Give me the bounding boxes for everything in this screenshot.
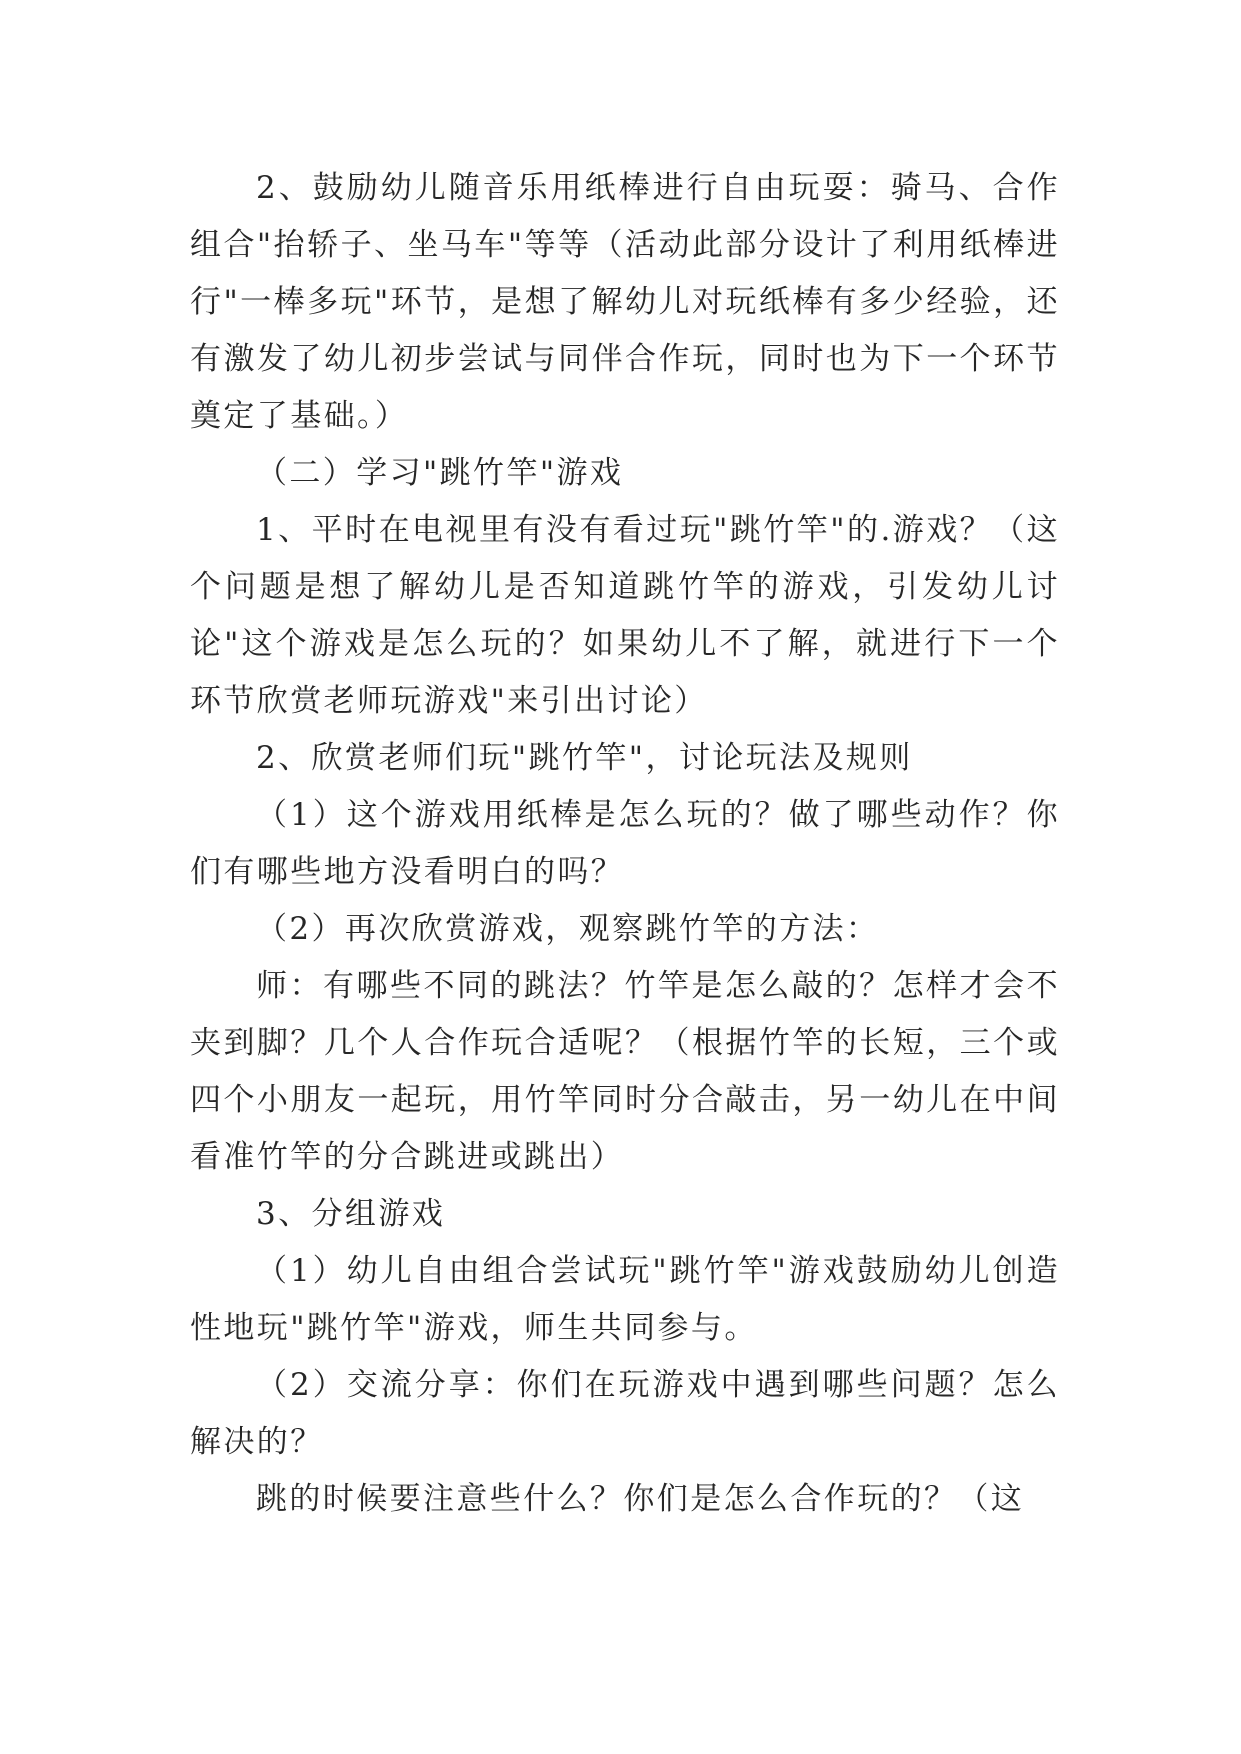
- section-heading: （二）学习"跳竹竿"游戏: [256, 455, 624, 491]
- paragraph: 3、分组游戏: [256, 1196, 446, 1232]
- document-body: [190, 160, 1060, 1528]
- paragraph: （2）交流分享：你们在玩游戏中遇到哪些问题？怎么解决的？: [190, 1367, 1060, 1460]
- paragraph: 1、平时在电视里有没有看过玩"跳竹竿"的.游戏？（这个问题是想了解幼儿是否知道跳竹竿的游戏，引发幼儿讨论"这个游戏是怎么玩的？如果幼儿不了解，就进行下一个环节欣赏老师玩游戏"来引出讨论）: [190, 512, 1060, 719]
- paragraph: （1）这个游戏用纸棒是怎么玩的？做了哪些动作？你们有哪些地方没看明白的吗？: [190, 797, 1060, 890]
- paragraph: 跳的时候要注意些什么？你们是怎么合作玩的？（这: [256, 1481, 1025, 1517]
- paragraph: 2、鼓励幼儿随音乐用纸棒进行自由玩耍：骑马、合作组合"抬轿子、坐马车"等等（活动此部分设计了利用纸棒进行"一棒多玩"环节，是想了解幼儿对玩纸棒有多少经验，还有激发了幼儿初步尝试与同伴合作玩，同时也为下一个环节奠定了基础。）: [190, 170, 1060, 434]
- paragraph: 2、欣赏老师们玩"跳竹竿"，讨论玩法及规则: [256, 740, 913, 776]
- paragraph: 师：有哪些不同的跳法？竹竿是怎么敲的？怎样才会不夹到脚？几个人合作玩合适呢？（根据竹竿的长短，三个或四个小朋友一起玩，用竹竿同时分合敲击，另一幼儿在中间看准竹竿的分合跳进或跳出）: [190, 968, 1060, 1175]
- paragraph: （2）再次欣赏游戏，观察跳竹竿的方法：: [256, 911, 880, 947]
- paragraph: （1）幼儿自由组合尝试玩"跳竹竿"游戏鼓励幼儿创造性地玩"跳竹竿"游戏，师生共同参与。: [190, 1253, 1060, 1346]
